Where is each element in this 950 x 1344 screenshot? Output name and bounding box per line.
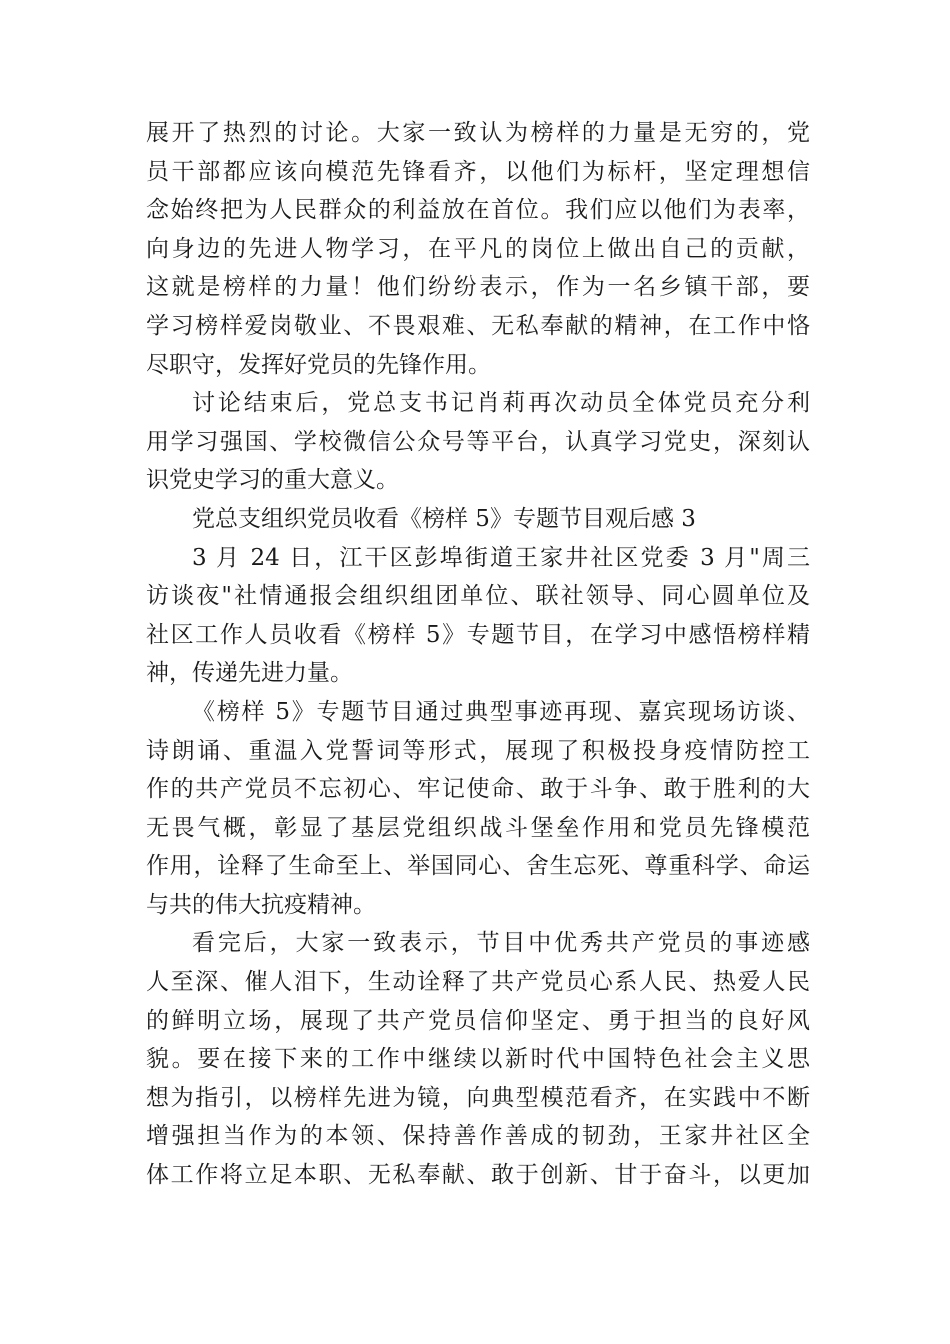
line-text: 的鲜明立场，展现了共产党员信仰坚定、勇于担当的良好风 xyxy=(146,1007,810,1034)
document-page xyxy=(146,114,810,1195)
line-text: 念始终把为人民群众的利益放在首位。我们应以他们为表率， xyxy=(146,197,810,224)
line-text: 想为指引，以榜样先进为镜，向典型模范看齐，在实践中不断 xyxy=(146,1084,810,1111)
line-text: 与共的伟大抗疫精神。 xyxy=(146,891,376,918)
line-text: 尽职守，发挥好党员的先锋作用。 xyxy=(146,351,491,378)
paragraph-first-line xyxy=(146,500,810,539)
line-text: 3 月 24 日，江干区彭埠街道王家井社区党委 3 月"周三 xyxy=(192,544,810,571)
line-text: 展开了热烈的讨论。大家一致认为榜样的力量是无穷的，党 xyxy=(146,120,810,146)
text-line xyxy=(146,1079,810,1118)
text-line xyxy=(146,114,810,153)
line-text: 貌。要在接下来的工作中继续以新时代中国特色社会主义思 xyxy=(146,1046,810,1073)
line-text: 用学习强国、学校微信公众号等平台，认真学习党史，深刻认 xyxy=(146,428,810,455)
line-text: 体工作将立足本职、无私奉献、敢于创新、甘于奋斗，以更加 xyxy=(146,1162,810,1189)
text-line xyxy=(146,847,810,886)
text-line xyxy=(146,423,810,462)
text-line xyxy=(146,963,810,1002)
text-line xyxy=(146,1040,810,1079)
text-line xyxy=(146,230,810,269)
line-text: 员干部都应该向模范先锋看齐，以他们为标杆，坚定理想信 xyxy=(146,158,810,185)
line-text: 作用，诠释了生命至上、举国同心、舍生忘死、尊重科学、命运 xyxy=(146,853,810,880)
text-line xyxy=(146,153,810,192)
text-line xyxy=(146,346,810,385)
line-text: 这就是榜样的力量！他们纷纷表示，作为一名乡镇干部，要 xyxy=(146,274,810,301)
text-line xyxy=(146,1117,810,1156)
text-line xyxy=(146,307,810,346)
text-line xyxy=(146,616,810,655)
paragraph-first-line xyxy=(146,693,810,732)
text-line xyxy=(146,461,810,500)
line-text: 增强担当作为的本领、保持善作善成的韧劲，王家井社区全 xyxy=(146,1123,810,1150)
text-line xyxy=(146,809,810,848)
line-text: 无畏气概，彰显了基层党组织战斗堡垒作用和党员先锋模范 xyxy=(146,814,810,841)
paragraph-first-line xyxy=(146,384,810,423)
text-line xyxy=(146,577,810,616)
paragraph-first-line xyxy=(146,924,810,963)
line-text: 人至深、催人泪下，生动诠释了共产党员心系人民、热爱人民 xyxy=(146,969,810,996)
text-line xyxy=(146,770,810,809)
line-text: 识党史学习的重大意义。 xyxy=(146,467,399,494)
line-text: 神，传递先进力量。 xyxy=(146,660,353,687)
text-line xyxy=(146,886,810,925)
line-text: 向身边的先进人物学习，在平凡的岗位上做出自己的贡献， xyxy=(146,235,810,262)
line-text: 社区工作人员收看《榜样 5》专题节目，在学习中感悟榜样精 xyxy=(146,621,810,648)
text-line xyxy=(146,654,810,693)
line-text: 《榜样 5》专题节目通过典型事迹再现、嘉宾现场访谈、 xyxy=(192,698,810,725)
line-text: 看完后，大家一致表示，节目中优秀共产党员的事迹感 xyxy=(192,930,810,957)
line-text: 讨论结束后，党总支书记肖莉再次动员全体党员充分利 xyxy=(192,390,810,417)
text-line xyxy=(146,1156,810,1195)
paragraph-first-line xyxy=(146,539,810,578)
line-text: 访谈夜"社情通报会组织组团单位、联社领导、同心圆单位及 xyxy=(146,583,810,610)
text-line xyxy=(146,732,810,771)
line-text: 诗朗诵、重温入党誓词等形式，展现了积极投身疫情防控工 xyxy=(146,737,810,764)
text-line xyxy=(146,191,810,230)
text-line xyxy=(146,268,810,307)
line-text: 作的共产党员不忘初心、牢记使命、敢于斗争、敢于胜利的大 xyxy=(146,776,810,803)
text-line xyxy=(146,1002,810,1041)
line-text: 党总支组织党员收看《榜样 5》专题节目观后感 3 xyxy=(192,505,696,532)
line-text: 学习榜样爱岗敬业、不畏艰难、无私奉献的精神，在工作中恪 xyxy=(146,312,810,339)
